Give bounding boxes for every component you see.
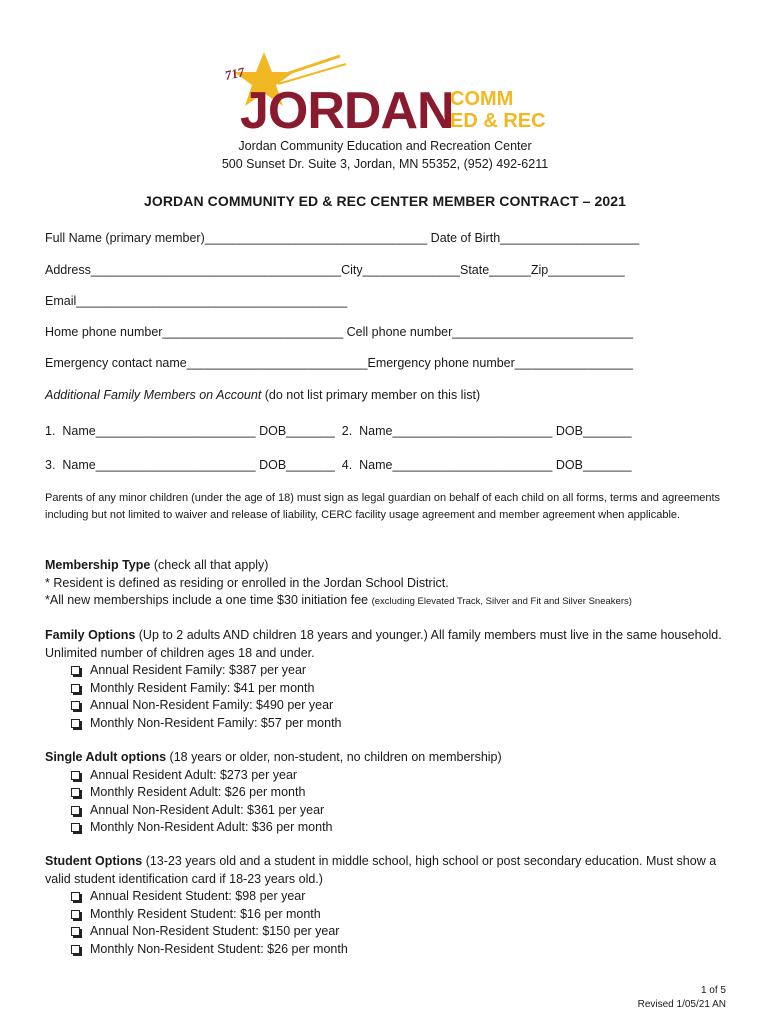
family-member-row-1[interactable]: 1. Name_______________________ DOB_______ 2. Name_______________________ DOB_______ <box>45 424 632 438</box>
family-members-heading-italic: Additional Family Members on Account <box>45 388 262 402</box>
checkbox-icon[interactable] <box>71 927 80 936</box>
option-label: Annual Resident Student: $98 per year <box>90 889 306 903</box>
jordan-comm-ed-rec-logo <box>222 50 552 134</box>
checkbox-icon[interactable] <box>71 788 80 797</box>
email-field[interactable]: Email_______________________________________ <box>45 294 348 308</box>
family-members-heading-rest: (do not list primary member on this list) <box>261 388 481 402</box>
initiation-fee-line <box>45 592 735 611</box>
family-options-desc <box>45 627 735 662</box>
option-label: Monthly Resident Student: $16 per month <box>90 906 321 921</box>
option-label: Monthly Non-Resident Student: $26 per month <box>90 941 348 956</box>
single-options-list <box>45 767 735 837</box>
svg-text:717: 717 <box>223 64 246 83</box>
revision-note: Revised 1/05/21 AN <box>637 999 726 1010</box>
checkbox-icon[interactable] <box>71 666 80 675</box>
page-title: JORDAN COMMUNITY ED & REC CENTER MEMBER CONTRACT – 2021 <box>143 193 627 209</box>
checkbox-icon[interactable] <box>71 910 80 919</box>
single-option-monthly-resident[interactable] <box>71 784 735 802</box>
option-label: Monthly Resident Adult: $26 per month <box>90 785 306 799</box>
family-options-label: Family Options <box>45 628 136 642</box>
org-name: Jordan Community Education and Recreation Center <box>238 139 532 153</box>
family-options-text: (Up to 2 adults AND children 18 years and younger.) All family members must live in the same household. Unlimited number of children ages 18 and under. <box>45 628 722 660</box>
single-options-text: (18 years or older, non-student, no children on membership) <box>166 750 502 764</box>
svg-text:COMM: COMM <box>450 88 514 110</box>
option-label: Monthly Non-Resident Family: $57 per month <box>90 715 342 730</box>
student-options-list <box>45 888 735 958</box>
family-option-annual-resident[interactable] <box>71 662 735 680</box>
membership-type-line <box>45 557 735 575</box>
student-option-monthly-nonresident[interactable] <box>71 941 735 959</box>
single-options-section <box>45 749 735 837</box>
family-member-row-2[interactable]: 3. Name_______________________ DOB_______ 4. Name_______________________ DOB_______ <box>45 458 632 472</box>
student-options-label: Student Options <box>45 854 143 868</box>
initiation-fee-note: (excluding Elevated Track, Silver and Fit and Silver Sneakers) <box>371 596 632 607</box>
initiation-fee-text: *All new memberships include a one time $30 initiation fee <box>45 593 372 607</box>
checkbox-icon[interactable] <box>71 945 80 954</box>
single-option-annual-nonresident[interactable] <box>71 802 735 820</box>
student-options-desc <box>45 853 735 888</box>
emergency-contact-field[interactable]: Emergency contact name__________________________Emergency phone number_________________ <box>45 356 633 370</box>
phone-field[interactable]: Home phone number__________________________ Cell phone number__________________________ <box>45 325 634 339</box>
option-label: Annual Non-Resident Student: $150 per year <box>90 924 340 938</box>
family-options-section <box>45 627 735 732</box>
family-option-monthly-resident[interactable] <box>71 680 735 698</box>
resident-definition: * Resident is defined as residing or enrolled in the Jordan School District. <box>45 575 449 590</box>
student-option-annual-resident[interactable] <box>71 888 735 906</box>
membership-type-label: Membership Type <box>45 558 151 572</box>
checkbox-icon[interactable] <box>71 771 80 780</box>
option-label: Annual Non-Resident Adult: $361 per year <box>90 802 325 817</box>
org-address: 500 Sunset Dr. Suite 3, Jordan, MN 55352, (952) 492-6211 <box>221 157 549 171</box>
checkbox-icon[interactable] <box>71 892 80 901</box>
checkbox-icon[interactable] <box>71 806 80 815</box>
single-option-monthly-nonresident[interactable] <box>71 819 735 837</box>
checkbox-icon[interactable] <box>71 701 80 710</box>
guardian-note: Parents of any minor children (under the age of 18) must sign as legal guardian on behalf of each child on all forms, terms and agreements including but not limited to waiver and release of liability, CERC facility usage agreement and member agreement when applicable. <box>45 492 721 521</box>
option-label: Annual Resident Adult: $273 per year <box>90 767 298 782</box>
page-number: 1 of 5 <box>700 985 726 996</box>
checkbox-icon[interactable] <box>71 719 80 728</box>
family-members-heading <box>45 388 480 402</box>
student-options-text: (13-23 years old and a student in middle school, high school or post secondary education. Must show a valid student identification card if 18-23 years old.) <box>45 854 717 886</box>
membership-type-rest: (check all that apply) <box>150 558 269 572</box>
family-option-monthly-nonresident[interactable] <box>71 715 735 733</box>
address-field[interactable]: Address____________________________________City______________State______Zip___________ <box>45 263 625 277</box>
checkbox-icon[interactable] <box>71 684 80 693</box>
student-option-annual-nonresident[interactable] <box>71 923 735 941</box>
svg-text:JORDAN: JORDAN <box>240 82 454 134</box>
svg-text:ED & REC: ED & REC <box>450 110 546 132</box>
option-label: Monthly Non-Resident Adult: $36 per month <box>90 820 333 834</box>
membership-type-section <box>45 557 735 611</box>
student-option-monthly-resident[interactable] <box>71 906 735 924</box>
student-options-section <box>45 853 735 958</box>
full-name-field[interactable]: Full Name (primary member)________________________________ Date of Birth____________________ <box>45 231 640 245</box>
family-option-annual-nonresident[interactable] <box>71 697 735 715</box>
option-label: Annual Resident Family: $387 per year <box>90 663 307 677</box>
single-option-annual-resident[interactable] <box>71 767 735 785</box>
option-label: Annual Non-Resident Family: $490 per year <box>90 698 334 712</box>
checkbox-icon[interactable] <box>71 823 80 832</box>
single-options-label: Single Adult options <box>45 750 167 764</box>
family-options-list <box>45 662 735 732</box>
single-options-desc <box>45 749 735 767</box>
option-label: Monthly Resident Family: $41 per month <box>90 680 315 695</box>
